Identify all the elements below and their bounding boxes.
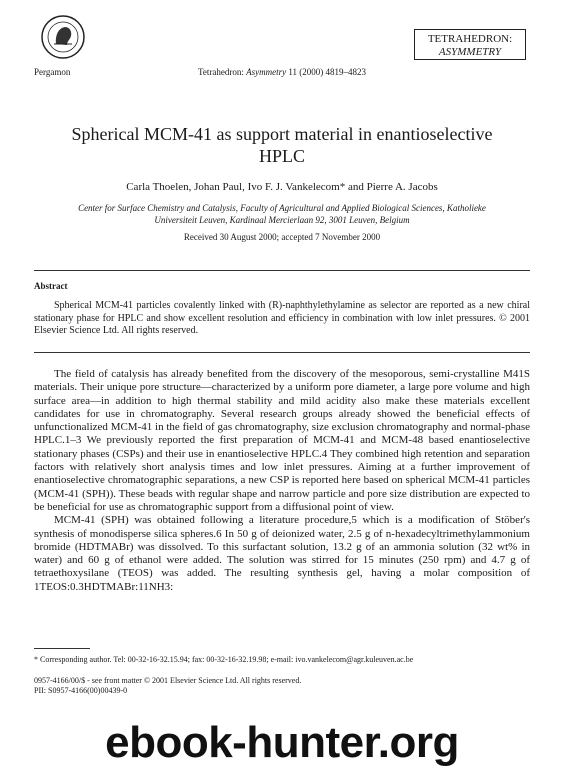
body-paragraph-1: The field of catalysis has already benefited from the discovery of the mesoporous, semi-crystalline M41S materials. Their unique pore structure—characterized by a uniform pore diameter, a large pore volume and high surface area—in addition to high thermal stability and mild acidity also make these materials excellent candidates for use in chromatography. Several research groups already showed the beneficial effects of unfunctionalized MCM-41 in the field of gas chromatography, size exclusion chromatography and normal-phase HPLC.1–3 We previously reported the first preparation of MCM-41 and MCM-48 based enantioselective stationary phases (CSPs) and their use in enantioselective HPLC.4 They combined high retention and separation factors with relatively short analysis times and low inlet pressures. Aiming at a further improvement of enantioselective chromatographic separations, a new CSP is reported here based on spherical MCM-41 particles (MCM-41 (SPH)). These beads with regular shape and narrow particle and pore size distribution are expected to be beneficial for use as chromatographic support from a diffusional point of view. bbox=[34, 368, 530, 513]
abstract-top-rule bbox=[34, 270, 530, 271]
citation-suffix: 11 (2000) 4819–4823 bbox=[286, 67, 367, 77]
body-paragraph-2: MCM-41 (SPH) was obtained following a literature procedure,5 which is a modification of Stöber's synthesis of monodisperse silica spheres.6 In 50 g of deionized water, 2.5 g of n-hexadecyltrimethylammonium bromide (HDTMABr) was dissolved. To this surfactant solution, 13.2 g of an ammonia solution (32 wt% in water) and 60 g of ethanol were added. The solution was stirred for 15 minutes (250 rpm) and 4.7 g of tetraethoxysilane (TEOS) was added. The resulting synthesis gel, having a molar composition of 1TEOS:0.3HDTMABr:11NH3: bbox=[34, 514, 530, 593]
journal-title-line1: TETRAHEDRON: bbox=[427, 33, 513, 45]
journal-title-line2: ASYMMETRY bbox=[438, 46, 502, 58]
journal-citation bbox=[0, 67, 564, 77]
abstract-bottom-rule bbox=[34, 352, 530, 353]
article-title: Spherical MCM-41 as support material in enantioselective HPLC bbox=[71, 124, 493, 166]
article-body bbox=[34, 368, 530, 594]
article-authors: Carla Thoelen, Johan Paul, Ivo F. J. Vankelecom* and Pierre A. Jacobs bbox=[126, 181, 438, 193]
received-dates: Received 30 August 2000; accepted 7 November 2000 bbox=[183, 232, 381, 242]
front-matter-line: 0957-4166/00/$ - see front matter © 2001 Elsevier Science Ltd. All rights reserved. bbox=[34, 676, 302, 685]
abstract-heading: Abstract bbox=[34, 281, 68, 291]
footnote-rule bbox=[34, 648, 90, 649]
abstract-text: Spherical MCM-41 particles covalently linked with (R)-naphthylethylamine as selector are reported as a new chiral stationary phase for HPLC and show excellent resolution and efficiency in combination with low inlet pressures. © 2001 Elsevier Science Ltd. All rights reserved. bbox=[34, 300, 530, 336]
citation-prefix: Tetrahedron: bbox=[197, 67, 247, 77]
publisher-seal-icon bbox=[40, 14, 86, 60]
watermark-text: ebook-hunter.org bbox=[105, 718, 459, 767]
author-affiliation: Center for Surface Chemistry and Catalysis, Faculty of Agricultural and Applied Biological Sciences, Katholieke Universiteit Leuven, Kardinaal Mercierlaan 92, 3001 Leuven, Belgium bbox=[78, 203, 486, 225]
pii-line: PII: S0957-4166(00)00439-0 bbox=[34, 686, 128, 695]
journal-title-box bbox=[414, 29, 526, 60]
publisher-name: Pergamon bbox=[34, 67, 71, 77]
corresponding-author-footnote: * Corresponding author. Tel: 00-32-16-32.15.94; fax: 00-32-16-32.19.98; e-mail: ivo.vankelecom@agr.kuleuven.ac.be bbox=[34, 655, 414, 664]
citation-journal: Asymmetry bbox=[246, 67, 287, 77]
